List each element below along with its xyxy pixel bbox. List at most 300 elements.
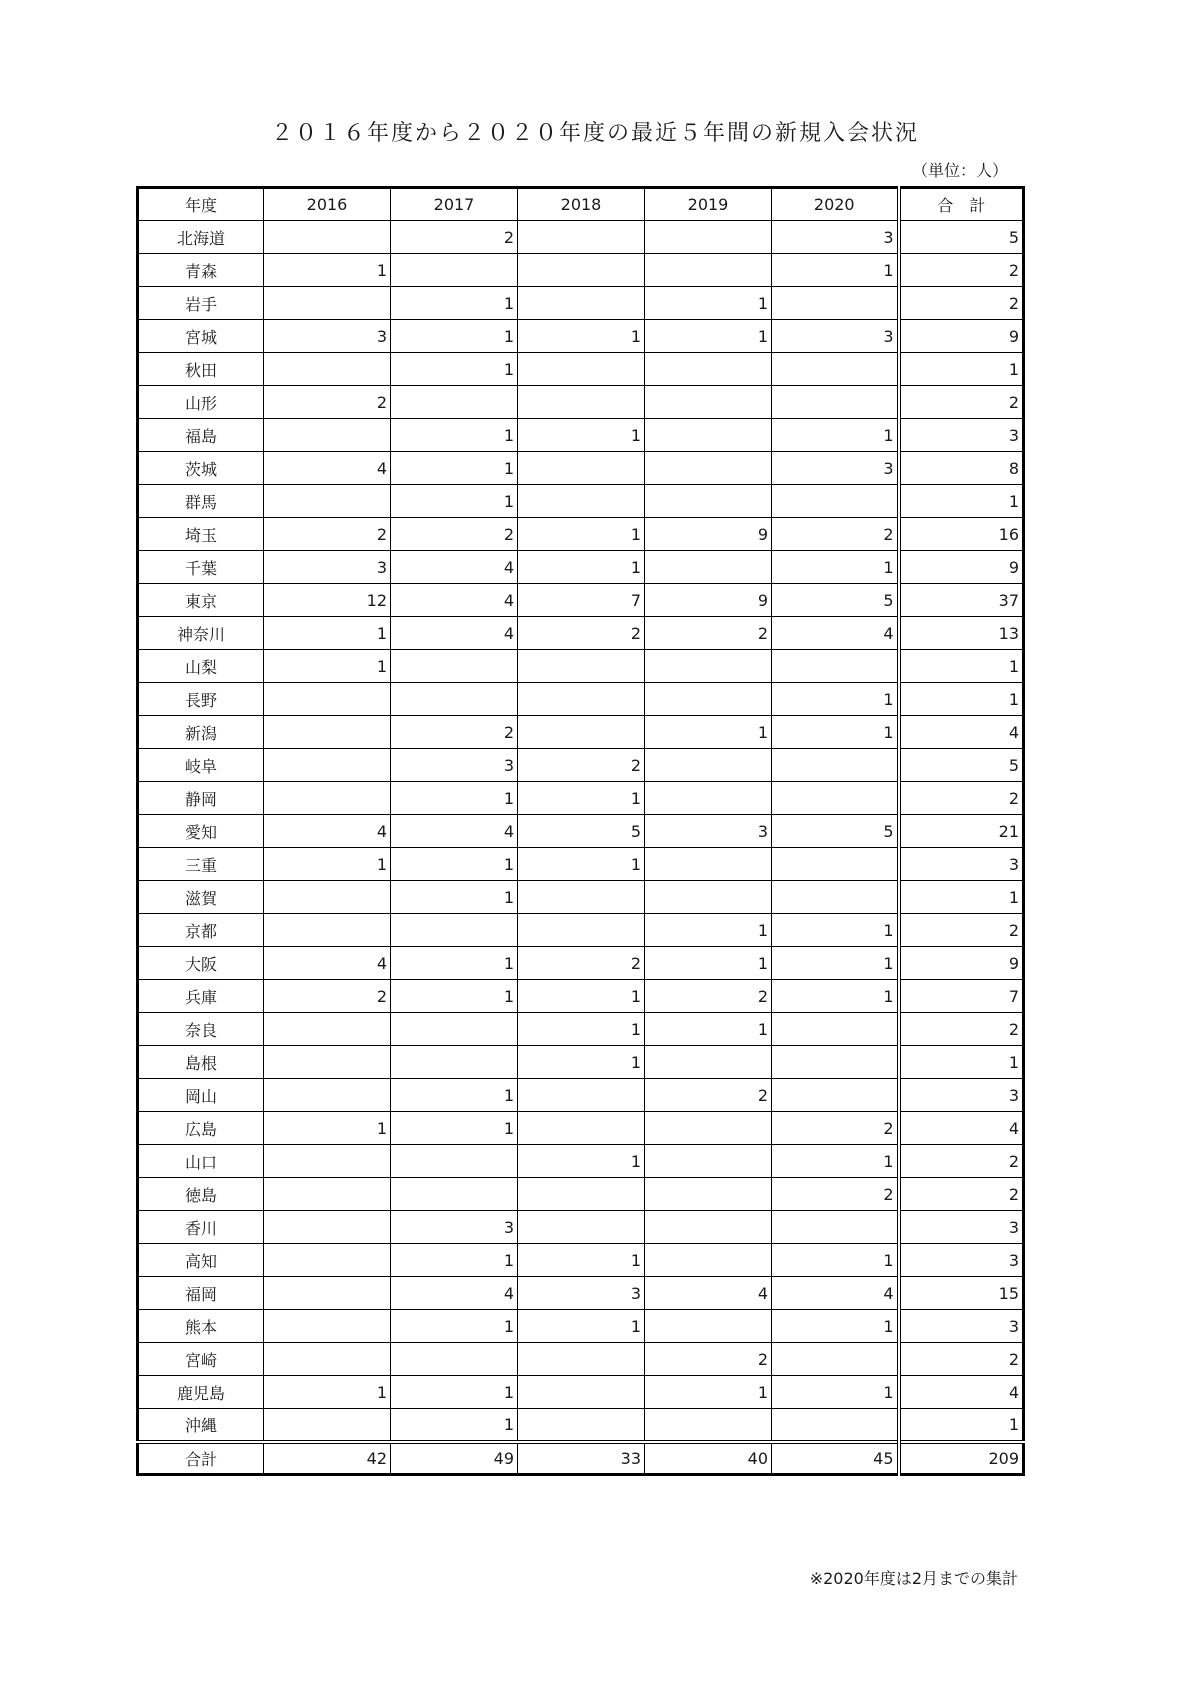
count-cell: 3 bbox=[518, 1277, 645, 1310]
count-cell bbox=[264, 221, 391, 254]
prefecture-cell: 大阪 bbox=[138, 947, 264, 980]
count-cell bbox=[645, 551, 772, 584]
table-row bbox=[138, 353, 1024, 386]
row-total-cell: 9 bbox=[899, 947, 1024, 980]
count-cell bbox=[772, 287, 899, 320]
prefecture-cell: 島根 bbox=[138, 1046, 264, 1079]
count-cell bbox=[772, 848, 899, 881]
row-total-cell: 3 bbox=[899, 1211, 1024, 1244]
count-cell: 1 bbox=[645, 914, 772, 947]
row-total-cell: 9 bbox=[899, 551, 1024, 584]
count-cell bbox=[264, 914, 391, 947]
table-body bbox=[138, 221, 1024, 1442]
prefecture-cell: 京都 bbox=[138, 914, 264, 947]
prefecture-cell: 香川 bbox=[138, 1211, 264, 1244]
count-cell bbox=[772, 1409, 899, 1442]
count-cell bbox=[264, 881, 391, 914]
count-cell bbox=[772, 1079, 899, 1112]
prefecture-cell: 埼玉 bbox=[138, 518, 264, 551]
table-row bbox=[138, 1079, 1024, 1112]
table-row bbox=[138, 1376, 1024, 1409]
count-cell: 1 bbox=[518, 848, 645, 881]
count-cell bbox=[645, 683, 772, 716]
prefecture-cell: 長野 bbox=[138, 683, 264, 716]
count-cell: 4 bbox=[772, 1277, 899, 1310]
count-cell: 1 bbox=[391, 452, 518, 485]
count-cell bbox=[518, 1211, 645, 1244]
prefecture-cell: 群馬 bbox=[138, 485, 264, 518]
total-cell: 49 bbox=[391, 1442, 518, 1475]
count-cell bbox=[518, 254, 645, 287]
count-cell: 1 bbox=[772, 254, 899, 287]
count-cell: 1 bbox=[772, 980, 899, 1013]
prefecture-cell: 愛知 bbox=[138, 815, 264, 848]
prefecture-cell: 滋賀 bbox=[138, 881, 264, 914]
count-cell bbox=[264, 287, 391, 320]
count-cell bbox=[645, 881, 772, 914]
count-cell: 12 bbox=[264, 584, 391, 617]
count-cell bbox=[645, 1178, 772, 1211]
count-cell bbox=[391, 683, 518, 716]
count-cell bbox=[391, 386, 518, 419]
count-cell bbox=[772, 650, 899, 683]
count-cell bbox=[518, 1112, 645, 1145]
count-cell: 1 bbox=[772, 914, 899, 947]
row-total-cell: 2 bbox=[899, 386, 1024, 419]
count-cell bbox=[645, 1112, 772, 1145]
row-total-cell: 1 bbox=[899, 1409, 1024, 1442]
count-cell bbox=[645, 254, 772, 287]
count-cell bbox=[391, 650, 518, 683]
table-row bbox=[138, 518, 1024, 551]
count-cell: 1 bbox=[518, 518, 645, 551]
row-total-cell: 4 bbox=[899, 1376, 1024, 1409]
total-label: 合計 bbox=[138, 1442, 264, 1475]
row-total-cell: 1 bbox=[899, 485, 1024, 518]
count-cell: 1 bbox=[645, 1013, 772, 1046]
table-row bbox=[138, 650, 1024, 683]
count-cell bbox=[645, 1211, 772, 1244]
count-cell: 5 bbox=[772, 815, 899, 848]
count-cell: 1 bbox=[518, 419, 645, 452]
count-cell: 1 bbox=[518, 320, 645, 353]
count-cell: 2 bbox=[264, 386, 391, 419]
count-cell: 1 bbox=[772, 1145, 899, 1178]
table-row bbox=[138, 1211, 1024, 1244]
row-total-cell: 2 bbox=[899, 287, 1024, 320]
table-row bbox=[138, 947, 1024, 980]
total-row bbox=[138, 1442, 1024, 1475]
prefecture-cell: 新潟 bbox=[138, 716, 264, 749]
count-cell: 4 bbox=[391, 815, 518, 848]
header-cell: 合 計 bbox=[899, 188, 1024, 221]
prefecture-cell: 岐阜 bbox=[138, 749, 264, 782]
count-cell bbox=[391, 1046, 518, 1079]
count-cell bbox=[264, 485, 391, 518]
count-cell bbox=[645, 353, 772, 386]
count-cell: 1 bbox=[391, 782, 518, 815]
table-row bbox=[138, 683, 1024, 716]
count-cell: 1 bbox=[264, 848, 391, 881]
total-cell: 42 bbox=[264, 1442, 391, 1475]
table-row bbox=[138, 749, 1024, 782]
table-row bbox=[138, 551, 1024, 584]
table-row bbox=[138, 1112, 1024, 1145]
count-cell: 1 bbox=[772, 716, 899, 749]
count-cell: 3 bbox=[645, 815, 772, 848]
count-cell bbox=[264, 1079, 391, 1112]
count-cell: 2 bbox=[645, 617, 772, 650]
table-row bbox=[138, 782, 1024, 815]
count-cell: 1 bbox=[264, 650, 391, 683]
count-cell: 2 bbox=[772, 1112, 899, 1145]
count-cell: 1 bbox=[772, 1376, 899, 1409]
count-cell: 1 bbox=[391, 1112, 518, 1145]
table-row bbox=[138, 1409, 1024, 1442]
count-cell bbox=[264, 1013, 391, 1046]
header-cell: 2018 bbox=[518, 188, 645, 221]
membership-table bbox=[136, 186, 1025, 1476]
count-cell bbox=[518, 386, 645, 419]
row-total-cell: 1 bbox=[899, 1046, 1024, 1079]
count-cell bbox=[772, 782, 899, 815]
count-cell: 2 bbox=[645, 1343, 772, 1376]
count-cell bbox=[645, 782, 772, 815]
row-total-cell: 13 bbox=[899, 617, 1024, 650]
table-row bbox=[138, 1145, 1024, 1178]
table-row bbox=[138, 881, 1024, 914]
prefecture-cell: 東京 bbox=[138, 584, 264, 617]
count-cell bbox=[645, 221, 772, 254]
count-cell bbox=[391, 254, 518, 287]
count-cell bbox=[518, 1343, 645, 1376]
count-cell: 4 bbox=[391, 551, 518, 584]
prefecture-cell: 徳島 bbox=[138, 1178, 264, 1211]
count-cell: 1 bbox=[645, 287, 772, 320]
header-cell: 2016 bbox=[264, 188, 391, 221]
count-cell bbox=[518, 485, 645, 518]
count-cell bbox=[264, 1046, 391, 1079]
row-total-cell: 5 bbox=[899, 221, 1024, 254]
count-cell bbox=[518, 221, 645, 254]
table-row bbox=[138, 1277, 1024, 1310]
count-cell bbox=[391, 1178, 518, 1211]
count-cell: 4 bbox=[391, 584, 518, 617]
count-cell: 1 bbox=[391, 320, 518, 353]
row-total-cell: 2 bbox=[899, 1178, 1024, 1211]
count-cell: 2 bbox=[391, 518, 518, 551]
count-cell: 2 bbox=[518, 749, 645, 782]
unit-label: （単位：人） bbox=[911, 161, 1008, 180]
row-total-cell: 3 bbox=[899, 419, 1024, 452]
count-cell bbox=[518, 650, 645, 683]
prefecture-cell: 千葉 bbox=[138, 551, 264, 584]
header-cell: 2017 bbox=[391, 188, 518, 221]
count-cell bbox=[391, 914, 518, 947]
row-total-cell: 4 bbox=[899, 1112, 1024, 1145]
table-row bbox=[138, 617, 1024, 650]
count-cell: 7 bbox=[518, 584, 645, 617]
prefecture-cell: 山梨 bbox=[138, 650, 264, 683]
count-cell: 1 bbox=[518, 980, 645, 1013]
count-cell: 4 bbox=[264, 815, 391, 848]
count-cell bbox=[645, 1046, 772, 1079]
prefecture-cell: 岡山 bbox=[138, 1079, 264, 1112]
count-cell bbox=[645, 848, 772, 881]
table-row bbox=[138, 452, 1024, 485]
count-cell: 5 bbox=[518, 815, 645, 848]
count-cell: 2 bbox=[645, 1079, 772, 1112]
row-total-cell: 2 bbox=[899, 1343, 1024, 1376]
count-cell: 4 bbox=[264, 947, 391, 980]
count-cell: 4 bbox=[391, 1277, 518, 1310]
row-total-cell: 2 bbox=[899, 914, 1024, 947]
prefecture-cell: 青森 bbox=[138, 254, 264, 287]
row-total-cell: 2 bbox=[899, 782, 1024, 815]
prefecture-cell: 山口 bbox=[138, 1145, 264, 1178]
table-row bbox=[138, 485, 1024, 518]
row-total-cell: 3 bbox=[899, 1244, 1024, 1277]
count-cell bbox=[645, 1244, 772, 1277]
count-cell: 1 bbox=[645, 320, 772, 353]
count-cell: 1 bbox=[391, 1310, 518, 1343]
count-cell bbox=[391, 1343, 518, 1376]
grand-total-cell: 209 bbox=[899, 1442, 1024, 1475]
count-cell: 1 bbox=[518, 1244, 645, 1277]
prefecture-cell: 茨城 bbox=[138, 452, 264, 485]
count-cell: 1 bbox=[645, 1376, 772, 1409]
prefecture-cell: 秋田 bbox=[138, 353, 264, 386]
table-row bbox=[138, 254, 1024, 287]
count-cell bbox=[518, 716, 645, 749]
prefecture-cell: 北海道 bbox=[138, 221, 264, 254]
count-cell: 2 bbox=[391, 221, 518, 254]
row-total-cell: 1 bbox=[899, 881, 1024, 914]
prefecture-cell: 静岡 bbox=[138, 782, 264, 815]
prefecture-cell: 岩手 bbox=[138, 287, 264, 320]
count-cell bbox=[518, 914, 645, 947]
count-cell bbox=[772, 386, 899, 419]
prefecture-cell: 宮城 bbox=[138, 320, 264, 353]
count-cell: 3 bbox=[264, 320, 391, 353]
count-cell bbox=[772, 353, 899, 386]
prefecture-cell: 神奈川 bbox=[138, 617, 264, 650]
table-row bbox=[138, 914, 1024, 947]
count-cell: 9 bbox=[645, 584, 772, 617]
count-cell bbox=[264, 683, 391, 716]
count-cell: 1 bbox=[772, 947, 899, 980]
count-cell bbox=[264, 1343, 391, 1376]
count-cell bbox=[772, 1211, 899, 1244]
footnote: ※2020年度は2月までの集計 bbox=[809, 1569, 1018, 1588]
count-cell: 4 bbox=[772, 617, 899, 650]
count-cell bbox=[518, 353, 645, 386]
count-cell: 3 bbox=[772, 452, 899, 485]
table-row bbox=[138, 320, 1024, 353]
table-row bbox=[138, 1244, 1024, 1277]
prefecture-cell: 熊本 bbox=[138, 1310, 264, 1343]
count-cell bbox=[264, 1211, 391, 1244]
prefecture-cell: 兵庫 bbox=[138, 980, 264, 1013]
row-total-cell: 2 bbox=[899, 1145, 1024, 1178]
row-total-cell: 3 bbox=[899, 1310, 1024, 1343]
count-cell bbox=[645, 419, 772, 452]
count-cell bbox=[264, 749, 391, 782]
table-row bbox=[138, 287, 1024, 320]
count-cell: 1 bbox=[264, 617, 391, 650]
count-cell: 1 bbox=[391, 485, 518, 518]
count-cell bbox=[645, 386, 772, 419]
table-row bbox=[138, 716, 1024, 749]
count-cell bbox=[391, 1013, 518, 1046]
count-cell: 3 bbox=[391, 749, 518, 782]
count-cell: 2 bbox=[391, 716, 518, 749]
count-cell: 3 bbox=[391, 1211, 518, 1244]
prefecture-cell: 高知 bbox=[138, 1244, 264, 1277]
count-cell bbox=[264, 1310, 391, 1343]
header-row bbox=[138, 188, 1024, 221]
count-cell: 1 bbox=[264, 1112, 391, 1145]
header-cell: 2019 bbox=[645, 188, 772, 221]
count-cell: 1 bbox=[518, 782, 645, 815]
count-cell bbox=[264, 1145, 391, 1178]
count-cell bbox=[518, 1376, 645, 1409]
count-cell bbox=[772, 1013, 899, 1046]
count-cell bbox=[264, 1409, 391, 1442]
count-cell bbox=[264, 1244, 391, 1277]
count-cell: 2 bbox=[645, 980, 772, 1013]
total-cell: 33 bbox=[518, 1442, 645, 1475]
count-cell: 3 bbox=[772, 320, 899, 353]
count-cell: 5 bbox=[772, 584, 899, 617]
count-cell: 1 bbox=[772, 551, 899, 584]
count-cell bbox=[518, 1178, 645, 1211]
count-cell: 2 bbox=[772, 1178, 899, 1211]
table-row bbox=[138, 386, 1024, 419]
table-row bbox=[138, 848, 1024, 881]
count-cell: 1 bbox=[391, 1244, 518, 1277]
count-cell: 2 bbox=[518, 947, 645, 980]
count-cell: 1 bbox=[645, 947, 772, 980]
count-cell bbox=[518, 287, 645, 320]
count-cell bbox=[264, 1277, 391, 1310]
count-cell: 1 bbox=[772, 419, 899, 452]
total-cell: 40 bbox=[645, 1442, 772, 1475]
row-total-cell: 9 bbox=[899, 320, 1024, 353]
table-row bbox=[138, 1310, 1024, 1343]
count-cell: 1 bbox=[518, 1013, 645, 1046]
total-cell: 45 bbox=[772, 1442, 899, 1475]
count-cell bbox=[645, 1310, 772, 1343]
page-title: ２０１６年度から２０２０年度の最近５年間の新規入会状況 bbox=[270, 121, 919, 146]
count-cell bbox=[645, 749, 772, 782]
count-cell: 1 bbox=[391, 287, 518, 320]
row-total-cell: 5 bbox=[899, 749, 1024, 782]
count-cell bbox=[772, 749, 899, 782]
row-total-cell: 3 bbox=[899, 1079, 1024, 1112]
row-total-cell: 15 bbox=[899, 1277, 1024, 1310]
row-total-cell: 7 bbox=[899, 980, 1024, 1013]
header-cell: 年度 bbox=[138, 188, 264, 221]
prefecture-cell: 宮崎 bbox=[138, 1343, 264, 1376]
count-cell bbox=[264, 1178, 391, 1211]
table-row bbox=[138, 1343, 1024, 1376]
table-row bbox=[138, 1046, 1024, 1079]
count-cell bbox=[518, 1079, 645, 1112]
count-cell: 4 bbox=[264, 452, 391, 485]
count-cell bbox=[518, 683, 645, 716]
count-cell: 3 bbox=[772, 221, 899, 254]
count-cell: 1 bbox=[391, 1409, 518, 1442]
table-row bbox=[138, 419, 1024, 452]
count-cell bbox=[391, 1145, 518, 1178]
count-cell: 1 bbox=[518, 1046, 645, 1079]
row-total-cell: 2 bbox=[899, 254, 1024, 287]
row-total-cell: 37 bbox=[899, 584, 1024, 617]
count-cell bbox=[264, 782, 391, 815]
prefecture-cell: 奈良 bbox=[138, 1013, 264, 1046]
count-cell: 1 bbox=[391, 1079, 518, 1112]
count-cell bbox=[518, 1409, 645, 1442]
prefecture-cell: 沖縄 bbox=[138, 1409, 264, 1442]
table-row bbox=[138, 1178, 1024, 1211]
count-cell bbox=[264, 419, 391, 452]
table-row bbox=[138, 221, 1024, 254]
count-cell: 1 bbox=[518, 1145, 645, 1178]
header-cell: 2020 bbox=[772, 188, 899, 221]
count-cell bbox=[772, 881, 899, 914]
prefecture-cell: 福岡 bbox=[138, 1277, 264, 1310]
row-total-cell: 1 bbox=[899, 353, 1024, 386]
count-cell: 1 bbox=[645, 716, 772, 749]
count-cell bbox=[772, 485, 899, 518]
count-cell: 1 bbox=[772, 1310, 899, 1343]
table-row bbox=[138, 584, 1024, 617]
count-cell: 1 bbox=[772, 1244, 899, 1277]
prefecture-cell: 広島 bbox=[138, 1112, 264, 1145]
count-cell bbox=[645, 650, 772, 683]
count-cell bbox=[645, 1409, 772, 1442]
count-cell: 1 bbox=[518, 551, 645, 584]
row-total-cell: 1 bbox=[899, 683, 1024, 716]
row-total-cell: 8 bbox=[899, 452, 1024, 485]
count-cell: 1 bbox=[518, 1310, 645, 1343]
count-cell: 1 bbox=[264, 1376, 391, 1409]
count-cell: 2 bbox=[518, 617, 645, 650]
count-cell bbox=[645, 485, 772, 518]
table-row bbox=[138, 815, 1024, 848]
table-row bbox=[138, 1013, 1024, 1046]
count-cell bbox=[518, 452, 645, 485]
count-cell: 1 bbox=[264, 254, 391, 287]
count-cell: 9 bbox=[645, 518, 772, 551]
count-cell bbox=[645, 452, 772, 485]
count-cell: 3 bbox=[264, 551, 391, 584]
count-cell: 1 bbox=[391, 1376, 518, 1409]
row-total-cell: 2 bbox=[899, 1013, 1024, 1046]
count-cell: 2 bbox=[772, 518, 899, 551]
count-cell: 1 bbox=[391, 947, 518, 980]
count-cell bbox=[264, 716, 391, 749]
count-cell: 1 bbox=[772, 683, 899, 716]
count-cell bbox=[772, 1046, 899, 1079]
prefecture-cell: 山形 bbox=[138, 386, 264, 419]
count-cell: 4 bbox=[391, 617, 518, 650]
row-total-cell: 16 bbox=[899, 518, 1024, 551]
row-total-cell: 1 bbox=[899, 650, 1024, 683]
count-cell: 1 bbox=[391, 353, 518, 386]
row-total-cell: 21 bbox=[899, 815, 1024, 848]
